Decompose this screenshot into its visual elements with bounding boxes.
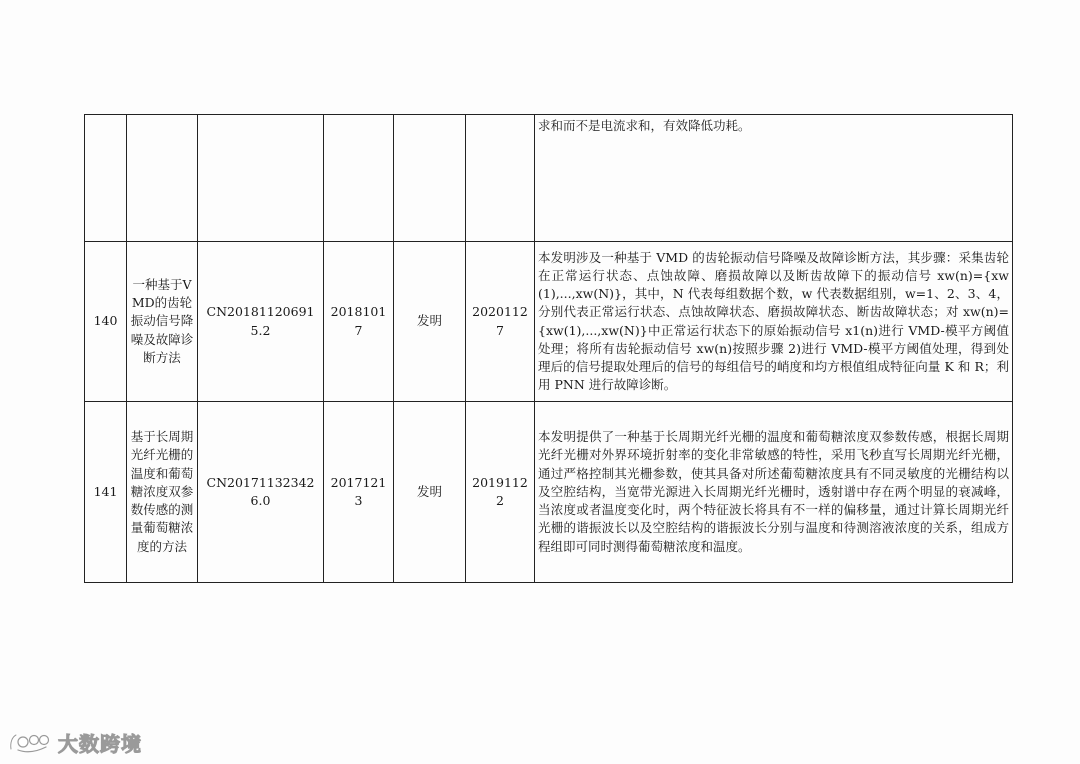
application-number-cell: CN201811206915.2 [198,242,324,402]
application-number-cell: CN201711323426.0 [198,402,324,583]
patent-type-cell [394,115,466,242]
title-cell: 基于长周期光纤光栅的温度和葡萄糖浓度双参数传感的测量葡萄糖浓度的方法 [127,402,198,583]
patent-table [84,114,1013,583]
abstract-cell: 本发明提供了一种基于长周期光纤光栅的温度和葡萄糖浓度双参数传感，根据长周期光纤光栅对外界环境折射率的变化非常敏感的特性，采用飞秒直写长周期光纤光栅，通过严格控制其光栅参数，使其具备对所述葡萄糖浓度具有不同灵敏度的光栅结构以及空腔结构，当宽带光源进入长周期光纤光栅时，透射谱中存在两个明显的衰减峰，当浓度或者温度变化时，两个特征波长将具有不一样的偏移量，通过计算长周期光纤光栅的谐振波长以及空腔结构的谐振波长分别与温度和待测溶液浓度的关系，组成方程组即可同时测得葡萄糖浓度和温度。 [535,402,1013,583]
publication-date-cell: 20191122 [466,402,535,583]
application-date-cell: 20171213 [324,402,394,583]
watermark-text: 大数跨境 [58,731,142,756]
abstract-cell: 求和而不是电流求和，有效降低功耗。 [535,115,1013,242]
publication-date-cell: 20201127 [466,242,535,402]
abstract-cell: 本发明涉及一种基于 VMD 的齿轮振动信号降噪及故障诊断方法，其步骤：采集齿轮在正常运行状态、点蚀故障、磨损故障以及断齿故障下的振动信号 xw(n)={xw(1),...,xw(N)}，其中，N 代表每组数据个数，w 代表数据组别，w=1、2、3、4，分别代表正常运行状态、点蚀故障状态、磨损故障状态、断齿故障状态；对 xw(n)={xw(1),...,xw(N)}中正常运行状态下的原始振动信号 x1(n)进行 VMD-模平方阈值处理；将所有齿轮振动信号 xw(n)按照步骤 2)进行 VMD-模平方阈值处理，得到处理后的信号提取处理后的信号的每组信号的峭度和均方根值组成特征向量 K 和 R；利用 PNN 进行故障诊断。 [535,242,1013,402]
table-row [85,402,1013,583]
patent-type-cell: 发明 [394,402,466,583]
index-cell [85,115,127,242]
application-date-cell: 20181017 [324,242,394,402]
application-date-cell [324,115,394,242]
table-row [85,242,1013,402]
publication-date-cell [466,115,535,242]
patent-type-cell: 发明 [394,242,466,402]
application-number-cell [198,115,324,242]
watermark [8,728,142,756]
index-cell: 141 [85,402,127,583]
brand-logo-icon [8,731,52,753]
table-row [85,115,1013,242]
title-cell: 一种基于VMD的齿轮振动信号降噪及故障诊断方法 [127,242,198,402]
title-cell [127,115,198,242]
index-cell: 140 [85,242,127,402]
